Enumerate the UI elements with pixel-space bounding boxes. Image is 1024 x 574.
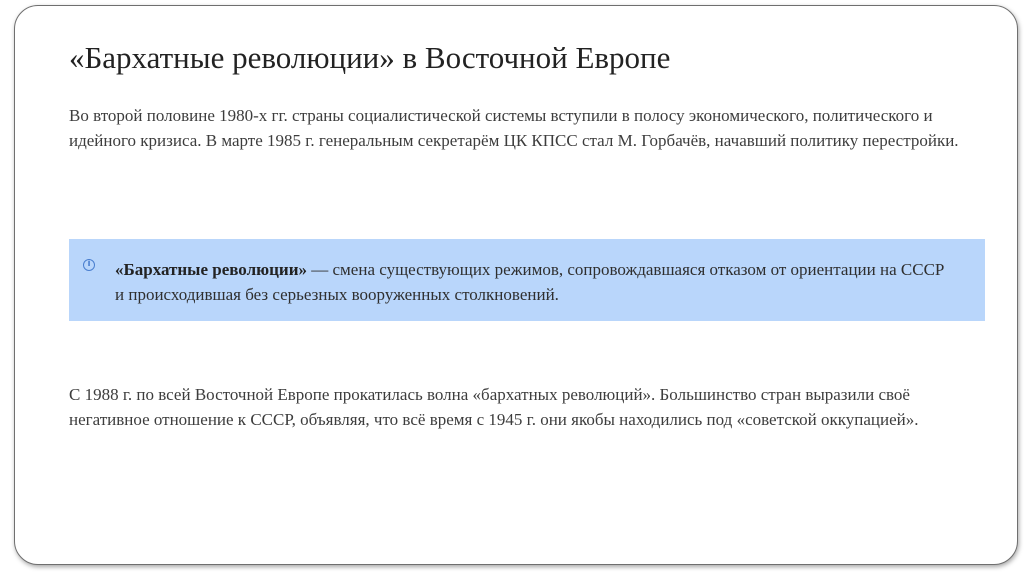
slide-frame [14, 5, 1018, 565]
definition-term: «Бархатные революции» [115, 260, 307, 279]
slide-title: «Бархатные революции» в Восточной Европе [69, 40, 671, 75]
conclusion-paragraph: С 1988 г. по всей Восточной Европе прокатилась волна «бархатных революций». Большинство стран выразили своё негативное отношение к СССР, объявляя, что всё время с 1945 г. они якобы находились под «советской оккупацией». [69, 385, 919, 429]
definition-text [115, 257, 955, 307]
info-icon: i [83, 259, 95, 271]
definition-body: — смена существующих режимов, сопровождавшаяся отказом от ориентации на СССР и происходившая без серьезных вооруженных столкновений. [115, 260, 945, 304]
intro-paragraph: Во второй половине 1980-х гг. страны социалистической системы вступили в полосу экономического, политического и идейного кризиса. В марте 1985 г. генеральным секретарём ЦК КПСС стал М. Горбачёв, начавший политику перестройки. [69, 106, 959, 150]
definition-box [69, 239, 985, 321]
